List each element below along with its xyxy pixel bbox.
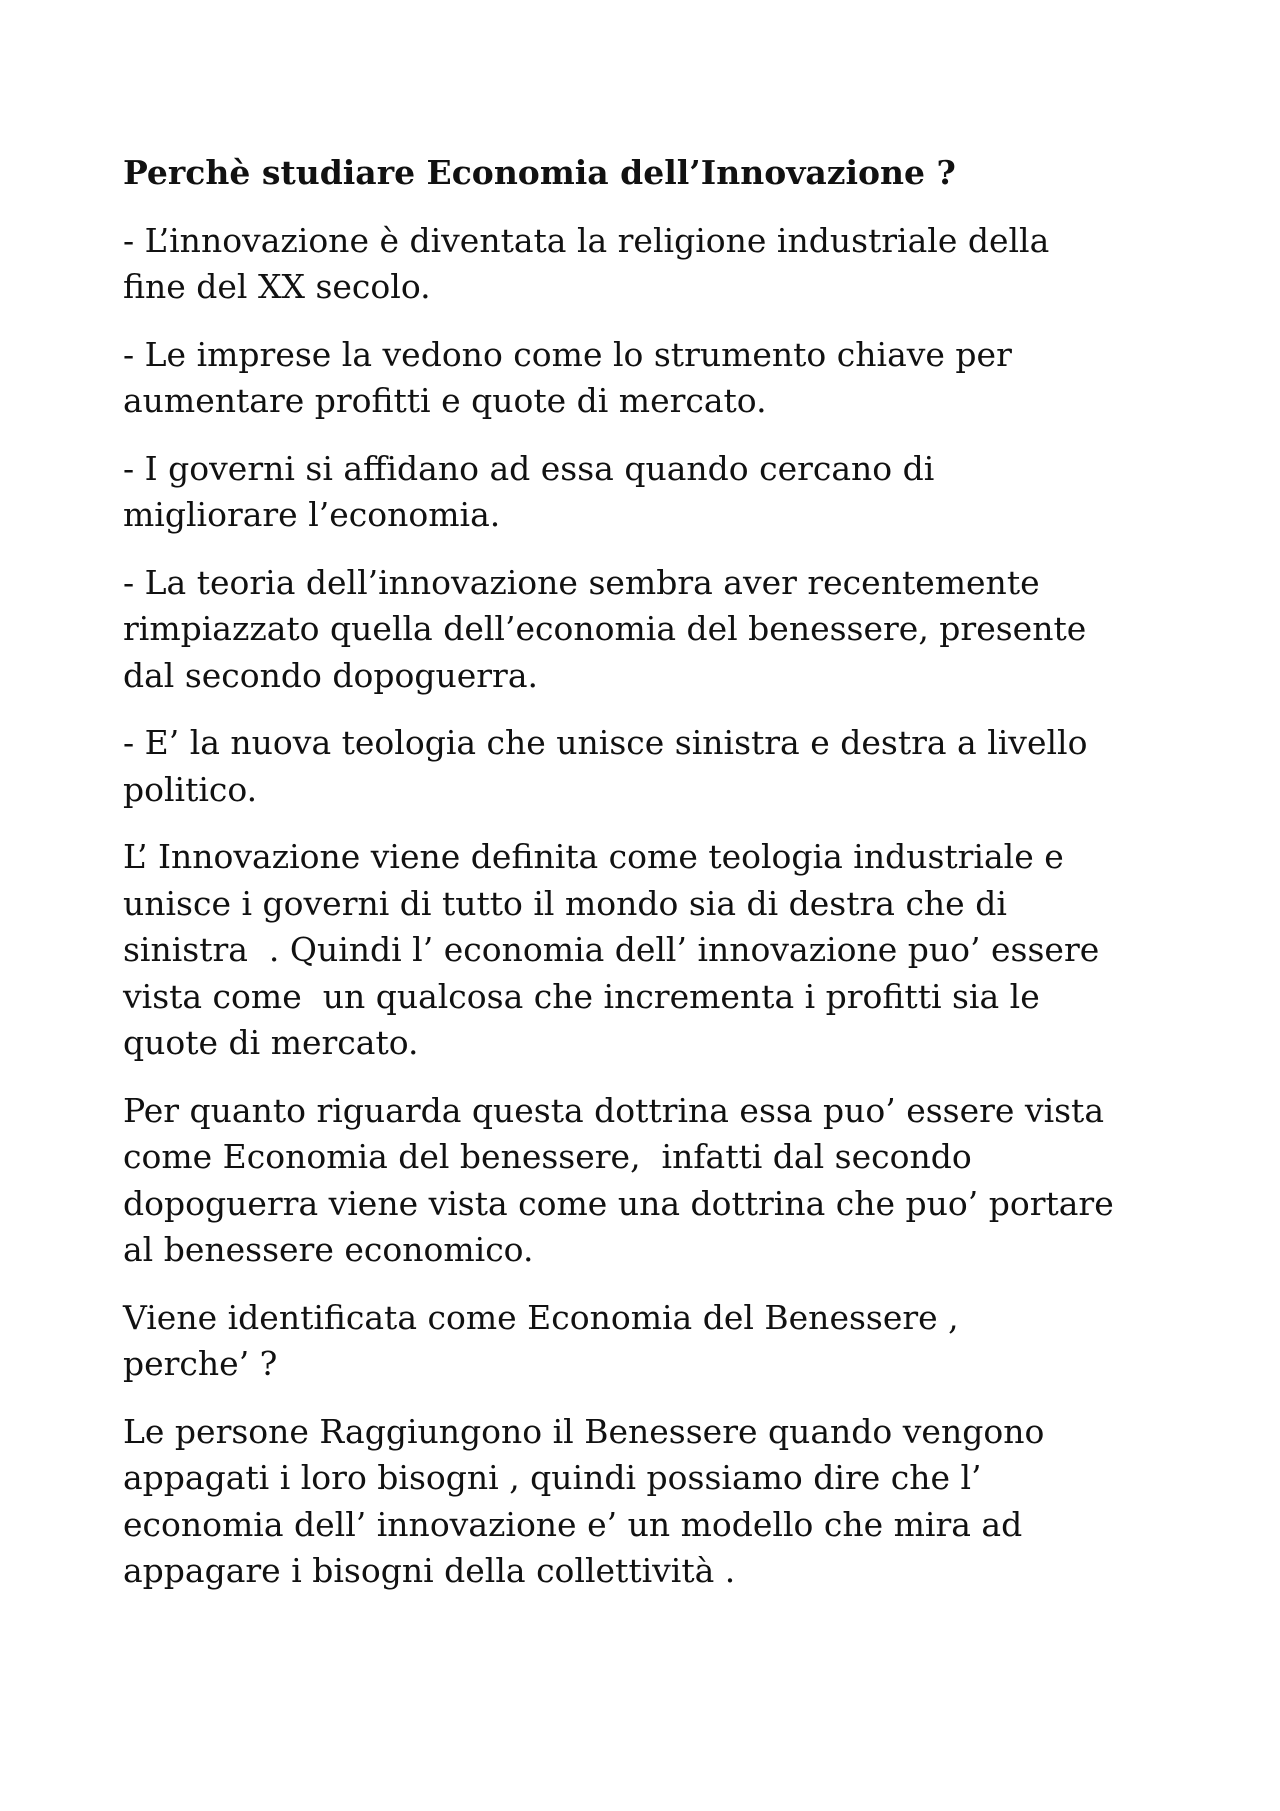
text-line: sinistra . Quindi l’ economia dell’ innovazione puo’ essere	[123, 930, 1100, 969]
text-line: vista come un qualcosa che incrementa i profitti sia le	[123, 976, 1040, 1016]
document-body	[123, 150, 1183, 1616]
text-line: perche’ ?	[123, 1344, 278, 1383]
text-line: appagare i bisogni della collettività .	[123, 1551, 736, 1590]
text-line: - Le imprese la vedono come lo strumento chiave per	[123, 334, 1012, 374]
text-line: - I governi si affidano ad essa quando cercano di	[123, 448, 935, 488]
text-line: Le persone Raggiungono il Benessere quando vengono	[123, 1411, 1045, 1451]
text-line: L’ Innovazione viene definita come teologia industriale e	[123, 837, 1064, 876]
text-line: economia dell’ innovazione e’ un modello che mira ad	[123, 1504, 1023, 1544]
paragraph	[123, 834, 1183, 1067]
text-line: aumentare profitti e quote di mercato.	[123, 381, 767, 420]
text-line: al benessere economico.	[123, 1230, 534, 1269]
text-line: dopoguerra viene vista come una dottrina che puo’ portare	[123, 1183, 1114, 1223]
text-line: unisce i governi di tutto il mondo sia di destra che di	[123, 883, 1007, 923]
text-line: fine del XX secolo.	[123, 267, 431, 306]
paragraph	[123, 218, 1183, 311]
paragraph	[123, 720, 1183, 813]
text-line: - La teoria dell’innovazione sembra aver recentemente	[123, 562, 1040, 602]
text-line: quote di mercato.	[123, 1023, 419, 1062]
paragraph	[123, 1088, 1183, 1274]
paragraph	[123, 446, 1183, 539]
paragraph	[123, 332, 1183, 425]
text-line: dal secondo dopoguerra.	[123, 655, 538, 695]
document-title: Perchè studiare Economia dell’Innovazione ?	[123, 153, 956, 192]
text-line: Viene identificata come Economia del Benessere ,	[123, 1297, 959, 1337]
paragraph-list	[123, 218, 1183, 1595]
text-line: Per quanto riguarda questa dottrina essa puo’ essere vista	[123, 1090, 1104, 1130]
text-line: - L’innovazione è diventata la religione industriale della	[123, 220, 1050, 260]
text-line: appagati i loro bisogni , quindi possiamo dire che l’	[123, 1458, 982, 1497]
text-line: politico.	[123, 769, 258, 809]
text-line: come Economia del benessere, infatti dal secondo	[123, 1137, 972, 1176]
paragraph	[123, 1295, 1183, 1388]
paragraph	[123, 1409, 1183, 1595]
text-line: - E’ la nuova teologia che unisce sinistra e destra a livello	[123, 723, 1088, 762]
paragraph	[123, 560, 1183, 700]
text-line: rimpiazzato quella dell’economia del benessere, presente	[123, 609, 1087, 648]
text-line: migliorare l’economia.	[123, 495, 501, 534]
